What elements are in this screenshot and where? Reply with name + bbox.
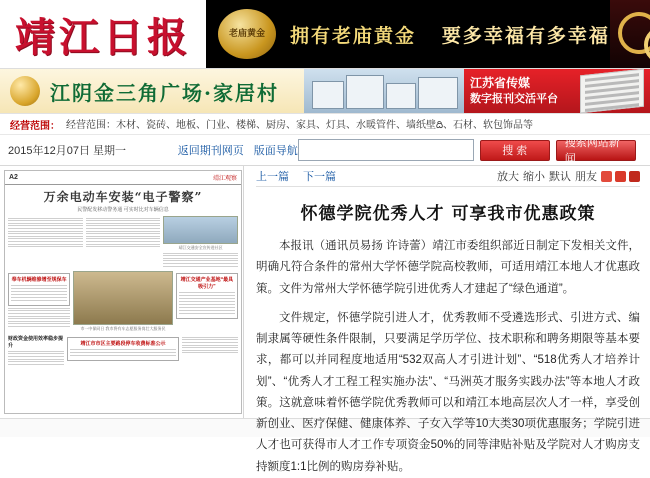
thumb-columns-bottom xyxy=(5,335,241,366)
share-qq-icon[interactable] xyxy=(629,171,640,182)
thumb-text-block xyxy=(163,253,238,267)
thumb-photo-caption: 靖江交通安全宣传进社区 xyxy=(178,245,223,250)
business-scope-strip xyxy=(0,114,650,135)
top-banner-ad[interactable] xyxy=(206,0,650,68)
thumb-text-block xyxy=(8,351,64,365)
share-renren-icon[interactable] xyxy=(615,171,626,182)
search-button[interactable]: 搜 索 xyxy=(480,140,550,161)
thumb-text-block xyxy=(8,308,70,327)
zoom-in-button[interactable]: 放大 xyxy=(497,171,519,183)
banner-right-ad[interactable] xyxy=(464,69,650,113)
thumb-page-label: A2 xyxy=(9,174,18,181)
banner-left-text: 江阴金三角广场·家居村 xyxy=(50,80,279,105)
thumb-columns-top xyxy=(5,216,241,268)
publication-date: 2015年12月07日 星期一 xyxy=(8,145,126,157)
banner-right-text xyxy=(470,75,580,106)
secondary-banner-ad[interactable] xyxy=(0,69,650,114)
thumb-photo-top xyxy=(163,216,238,244)
zoom-out-button[interactable]: 缩小 xyxy=(523,171,545,183)
thumb-header xyxy=(5,171,241,185)
page-navigation-link[interactable]: 版面导航 xyxy=(253,145,298,157)
page-thumbnail-pane[interactable] xyxy=(0,166,244,418)
thumb-photo-caption: 市一中保同日 我市将有车志愿服务岗壮大服务民 xyxy=(80,326,166,332)
thumb-text-block xyxy=(11,285,67,301)
share-icons[interactable] xyxy=(601,171,640,182)
article-title: 怀德学院优秀人才 可享我市优惠政策 xyxy=(300,204,596,224)
ad-headline-line2: 要多幸福有多幸福 xyxy=(441,24,610,47)
thumb-col-2 xyxy=(86,216,161,268)
thumb-sidebox-2 xyxy=(176,273,238,319)
thumb-sidebox-1 xyxy=(8,273,70,306)
thumb-text-block xyxy=(179,292,235,314)
newspaper-icon xyxy=(580,69,644,114)
ad-ring-graphic xyxy=(610,0,650,68)
article-paragraph: 本报讯（通讯员易扬 许诗蕾）靖江市委组织部近日制定下发相关文件，明确凡符合条件的常州大学怀德学院高校教师，可适用靖江本地人才优惠政策。文件为常州大学怀德学院引进优秀人才建起了“绿色通道”。 xyxy=(256,240,640,295)
thumb-bottom-box-title: 靖江市市区主要路段停车收费标准公示 xyxy=(80,341,166,348)
main-content xyxy=(0,166,650,473)
ad-brand-badge: 老庙黄金 xyxy=(218,9,276,59)
thumb-sidebox-title: 奉车机辆维修增至规保车 xyxy=(11,277,67,284)
article-paragraph: 文件规定，怀德学院引进人才，优秀教师不受遴选形式、引进方式、编制隶属等硬性条件限制，只要满足学历学位、技术职称和聘务期限等基本要求，都可以并同程度地适用“532双高人才引进计划”、“518优秀人才培养计划”、“优秀人才工程工程实施办法”、“马洲英才服务实践办法”等本地人才政策。这就意味着怀德学院优秀教师可以和靖江本地高层次人才一样，享受创新创业、医疗保健、健康体养、子女入学等10大类30项优惠服务；学院引进人才也可获得市人才工作专项资金50%的同等津贴补贴及学院对人才购房支持额度1:1比例的购房券补贴。 xyxy=(256,311,640,473)
thumb-text-block xyxy=(70,349,176,356)
thumb-sidebox-title: 靖江交通产业基地“最具吸引力” xyxy=(180,277,234,291)
thumb-col-7 xyxy=(8,335,64,366)
thumb-sidebox-title: 财政资金使用效率稳步提升 xyxy=(8,336,64,350)
thumb-col-5 xyxy=(73,271,173,332)
thumb-headline: 万余电动车安装“电子警察” xyxy=(43,190,203,204)
banner-building-image xyxy=(304,69,464,113)
thumb-text-block xyxy=(86,218,161,248)
article-navigation xyxy=(256,166,640,187)
back-to-index-link[interactable]: 返回期刊网页 xyxy=(177,145,244,157)
newspaper-page-image[interactable] xyxy=(4,170,242,414)
site-logo[interactable] xyxy=(0,0,206,68)
coin-icon xyxy=(10,76,40,106)
search-input[interactable] xyxy=(298,139,474,161)
thumb-columns-mid xyxy=(5,271,241,332)
thumb-bottom-box xyxy=(67,337,179,361)
toolbar xyxy=(0,135,650,166)
masthead xyxy=(0,0,650,69)
scope-label: 经营范围： xyxy=(10,120,60,132)
default-size-button[interactable]: 默认 xyxy=(549,171,571,183)
thumb-col-9 xyxy=(182,335,238,366)
prev-article-link[interactable]: 上一篇 xyxy=(256,171,289,183)
article-tools xyxy=(497,168,640,184)
thumb-col-6 xyxy=(176,271,238,332)
thumb-col-1 xyxy=(8,216,83,268)
thumb-section-label: 靖江观察 xyxy=(212,176,237,182)
ad-headline xyxy=(276,21,610,48)
banner-right-line2: 数字报刊交活平台 xyxy=(470,92,558,105)
thumb-subhead: 民警配发移动警务通 可实时比对车辆信息 xyxy=(77,207,169,213)
thumb-text-block xyxy=(182,337,238,354)
article-pane xyxy=(244,166,650,473)
banner-left xyxy=(0,69,304,113)
next-article-link[interactable]: 下一篇 xyxy=(303,171,336,183)
thumb-col-8 xyxy=(67,335,179,366)
thumb-text-block xyxy=(8,218,83,248)
site-logo-text: 靖江日报 xyxy=(15,13,191,61)
toolbar-links xyxy=(178,142,298,158)
share-label: 朋友 xyxy=(575,171,597,183)
thumb-photo-main xyxy=(73,271,173,325)
site-search-button[interactable]: 搜索网站新闻 xyxy=(556,140,636,161)
thumb-col-4 xyxy=(8,271,70,332)
share-sina-icon[interactable] xyxy=(601,171,612,182)
thumb-col-3 xyxy=(163,216,238,268)
banner-right-line1: 江苏省传媒 xyxy=(470,76,531,91)
scope-text: 经营范围：木材、瓷砖、地板、门业、楼梯、厨房、家具、灯具、水暖管件、墙纸壁ది、石材、软包饰品等 xyxy=(66,119,534,131)
ad-headline-line1: 拥有老庙黄金 xyxy=(290,24,417,47)
